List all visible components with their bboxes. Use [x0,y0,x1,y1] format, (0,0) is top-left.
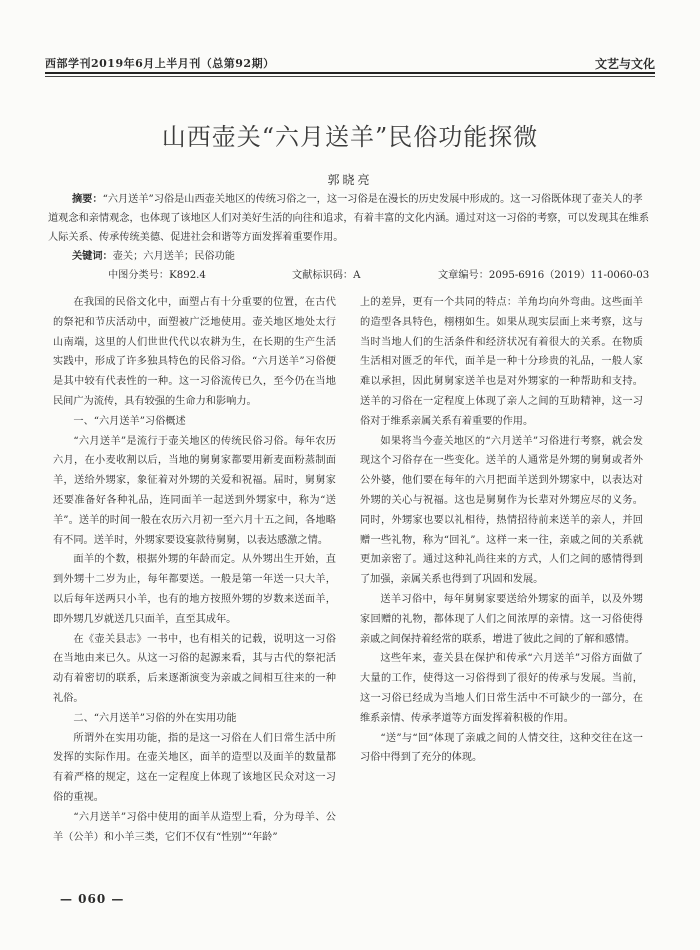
right-column [360,293,643,768]
left-column [53,293,336,847]
body-paragraph: “六月送羊”习俗中使用的面羊从造型上看，分为母羊、公羊（公羊）和小羊三类，它们不仅有“性别”“年龄” [53,811,336,843]
article-number: 文章编号：2095-6916（2019）11-0060-03 [438,270,650,281]
section-heading: 一、“六月送羊”习俗概述 [73,415,186,427]
issue-info: 2019年6月上半月刊（总第92期） [91,57,275,70]
body-paragraph: “六月送羊”是流行于壶关地区的传统民俗习俗。每年农历六月，在小麦收割以后，当地的舅舅家都要用新麦面粉蒸制面羊，送给外甥家，象征着对外甥的关爱和祝福。届时，舅舅家还要准备好各种礼品，连同面羊一起送到外甥家中，称为“送羊”。送羊的时间一般在农历六月初一至六月十五之间，各地略有不同。送羊时，外甥家要设宴款待舅舅，以表达感激之情。 [53,435,336,546]
body-paragraph: 上的差异，更有一个共同的特点：羊角均向外弯曲。这些面羊的造型各具特色，栩栩如生。如果从现实层面上来考察，这与当时当地人们的生活条件和经济状况有着很大的关系。在物质生活相对匮乏的年代，面羊是一种十分珍贵的礼品，一般人家难以承担，因此舅舅家送羊也是对外甥家的一种帮助和支持。送羊的习俗在一定程度上体现了亲人之间的互助精神，这一习俗对于维系亲属关系有着重要的作用。 [360,297,643,427]
header-rule-thin [45,76,655,77]
keywords-text: 壶关；六月送羊；民俗功能 [112,251,235,262]
abstract-text: “六月送羊”习俗是山西壶关地区的传统习俗之一，这一习俗是在漫长的历史发展中形成的。这一习俗既体现了壶关人的孝道观念和亲情观念，也体现了该地区人们对美好生活的向往和追求，有着丰富的文化内涵。通过对这一习俗的考察，可以发现其在维系人际关系、传承传统美德、促进社会和谐等方面发挥着重要作用。 [48,194,650,243]
article-author: 郭晓亮 [327,173,373,187]
abstract [48,190,652,247]
section-name: 文艺与文化 [594,57,655,71]
article-title: 山西壶关“六月送羊”民俗功能探微 [161,123,539,151]
header-rule [45,72,655,74]
body-paragraph: 送羊习俗中，每年舅舅家要送给外甥家的面羊，以及外甥家回赠的礼物，都体现了人们之间浓厚的亲情。这一习俗使得亲戚之间保持着经常的联系，增进了彼此之间的了解和感情。 [360,593,643,645]
page-number: — 060 — [60,892,125,906]
running-header [45,47,655,73]
body-paragraph: 如果将当今壶关地区的“六月送羊”习俗进行考察，就会发现这个习俗存在一些变化。送羊的人通常是外甥的舅舅或者外公外婆，他们要在每年的六月把面羊送到外甥家中，以表达对外甥的关心与祝福。这也是舅舅作为长辈对外甥应尽的义务。同时，外甥家也要以礼相待，热情招待前来送羊的亲人，并回赠一些礼物，称为“回礼”。这样一来一往，亲戚之间的关系就更加亲密了。通过这种礼尚往来的方式，人们之间的感情得到了加强，亲属关系也得到了巩固和发展。 [360,435,643,586]
abstract-block [48,190,652,285]
clc-number: 中图分类号：K892.4 [108,270,206,281]
body-paragraph: “送”与“回”体现了亲戚之间的人情交往，这种交往在这一习俗中得到了充分的体现。 [360,732,643,764]
keywords [48,247,652,266]
journal-name: 西部学刊 [45,57,91,70]
document-code: 文献标识码：A [292,270,361,281]
keywords-label: 关键词： [72,250,113,262]
body-paragraph: 在《壶关县志》一书中，也有相关的记载，说明这一习俗在当地由来已久。从这一习俗的起源来看，其与古代的祭祀活动有着密切的联系，后来逐渐演变为亲戚之间相互往来的一种礼俗。 [53,633,336,704]
classification-row [48,266,652,285]
section-heading: 二、“六月送羊”习俗的外在实用功能 [73,712,237,724]
abstract-label: 摘要： [72,193,103,205]
body-paragraph: 这些年来，壶关县在保护和传承“六月送羊”习俗方面做了大量的工作，使得这一习俗得到了很好的传承与发展。当前，这一习俗已经成为当地人们日常生活中不可缺少的一部分，在维系亲情、传承孝道等方面发挥着积极的作用。 [360,653,643,724]
body-paragraph: 所谓外在实用功能，指的是这一习俗在人们日常生活中所发挥的实际作用。在壶关地区，面羊的造型以及面羊的数量都有着严格的规定，这在一定程度上体现了该地区民众对这一习俗的重视。 [53,732,336,803]
journal-issue [45,55,275,71]
body-paragraph: 面羊的个数，根据外甥的年龄而定。从外甥出生开始，直到外甥十二岁为止，每年都要送。一般是第一年送一只大羊，以后每年送两只小羊，也有的地方按照外甥的岁数来送面羊，即外甥几岁就送几只面羊，直至其成年。 [53,554,336,625]
body-paragraph: 在我国的民俗文化中，面塑占有十分重要的位置，在古代的祭祀和节庆活动中，面塑被广泛地使用。壶关地区地处太行山南端，这里的人们世世代代以农耕为生，在长期的生产生活实践中，形成了许多独具特色的民俗习俗。“六月送羊”习俗便是其中较有代表性的一种。这一习俗流传已久，至今仍在当地民间广为流传，具有较强的生命力和影响力。 [53,297,336,407]
